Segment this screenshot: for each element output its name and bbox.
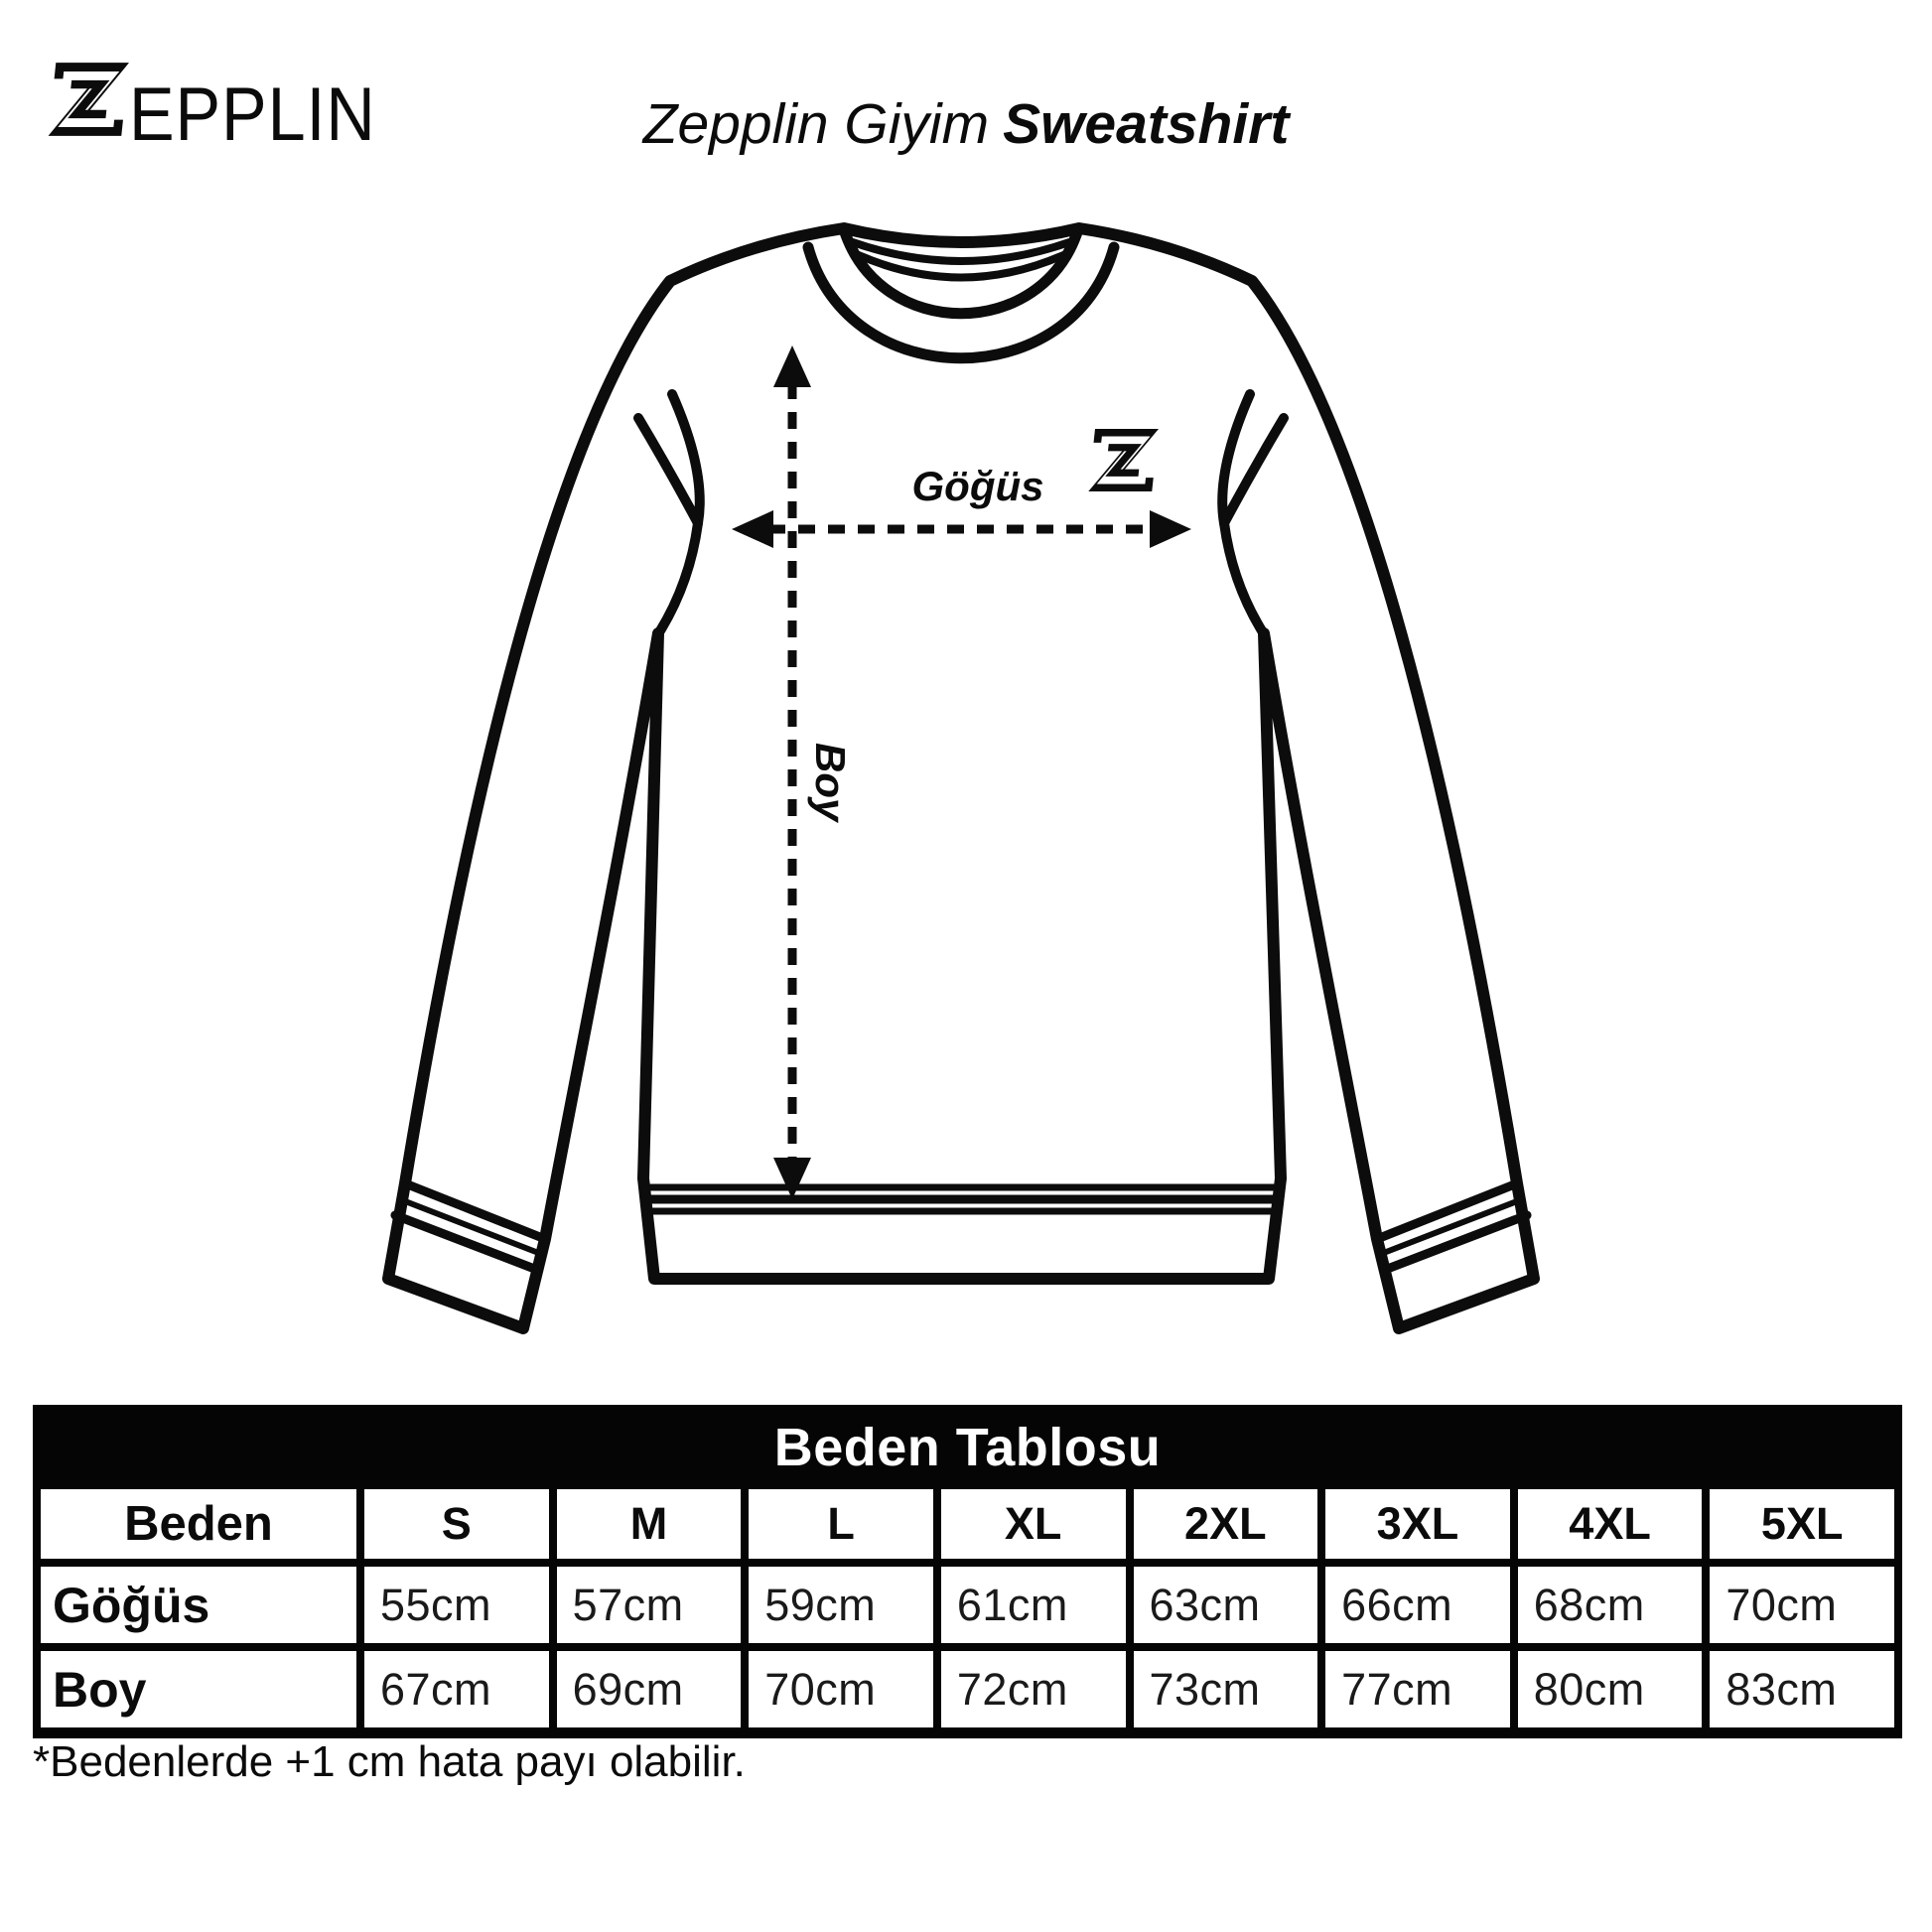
boy-2xl: 73cm xyxy=(1134,1651,1318,1727)
chest-measure-label: Göğüs xyxy=(911,463,1044,509)
col-header-beden: Beden xyxy=(41,1489,356,1559)
boy-3xl: 77cm xyxy=(1325,1651,1510,1727)
col-header-3xl: 3XL xyxy=(1325,1489,1510,1559)
col-header-xl: XL xyxy=(941,1489,1126,1559)
size-table-title: Beden Tablosu xyxy=(773,1417,1162,1477)
gogus-5xl: 70cm xyxy=(1710,1567,1894,1643)
boy-5xl: 83cm xyxy=(1710,1651,1894,1727)
size-table xyxy=(33,1405,1902,1738)
boy-xl: 72cm xyxy=(941,1651,1126,1727)
page-title-brand: Zepplin Giyim xyxy=(642,92,990,156)
gogus-4xl: 68cm xyxy=(1518,1567,1703,1643)
length-measure-label: Boy xyxy=(807,743,854,822)
gogus-s: 55cm xyxy=(364,1567,549,1643)
col-header-5xl: 5XL xyxy=(1710,1489,1894,1559)
row-label-gogus: Göğüs xyxy=(41,1567,356,1643)
tolerance-note: *Bedenlerde +1 cm hata payı olabilir. xyxy=(33,1737,746,1786)
col-header-s: S xyxy=(364,1489,549,1559)
size-table-grid xyxy=(41,1489,1894,1727)
gogus-3xl: 66cm xyxy=(1325,1567,1510,1643)
col-header-l: L xyxy=(749,1489,933,1559)
page-title-product: Sweatshirt xyxy=(1003,92,1290,156)
boy-l: 70cm xyxy=(749,1651,933,1727)
boy-m: 69cm xyxy=(557,1651,742,1727)
page-title xyxy=(0,91,1932,157)
boy-s: 67cm xyxy=(364,1651,549,1727)
brand-logo-text: EPPLIN xyxy=(129,72,376,158)
col-header-m: M xyxy=(557,1489,742,1559)
row-label-boy: Boy xyxy=(41,1651,356,1727)
gogus-xl: 61cm xyxy=(941,1567,1126,1643)
gogus-l: 59cm xyxy=(749,1567,933,1643)
col-header-2xl: 2XL xyxy=(1134,1489,1318,1559)
gogus-2xl: 63cm xyxy=(1134,1567,1318,1643)
gogus-m: 57cm xyxy=(557,1567,742,1643)
sweatshirt-outline xyxy=(388,228,1534,1328)
boy-4xl: 80cm xyxy=(1518,1651,1703,1727)
col-header-4xl: 4XL xyxy=(1518,1489,1703,1559)
